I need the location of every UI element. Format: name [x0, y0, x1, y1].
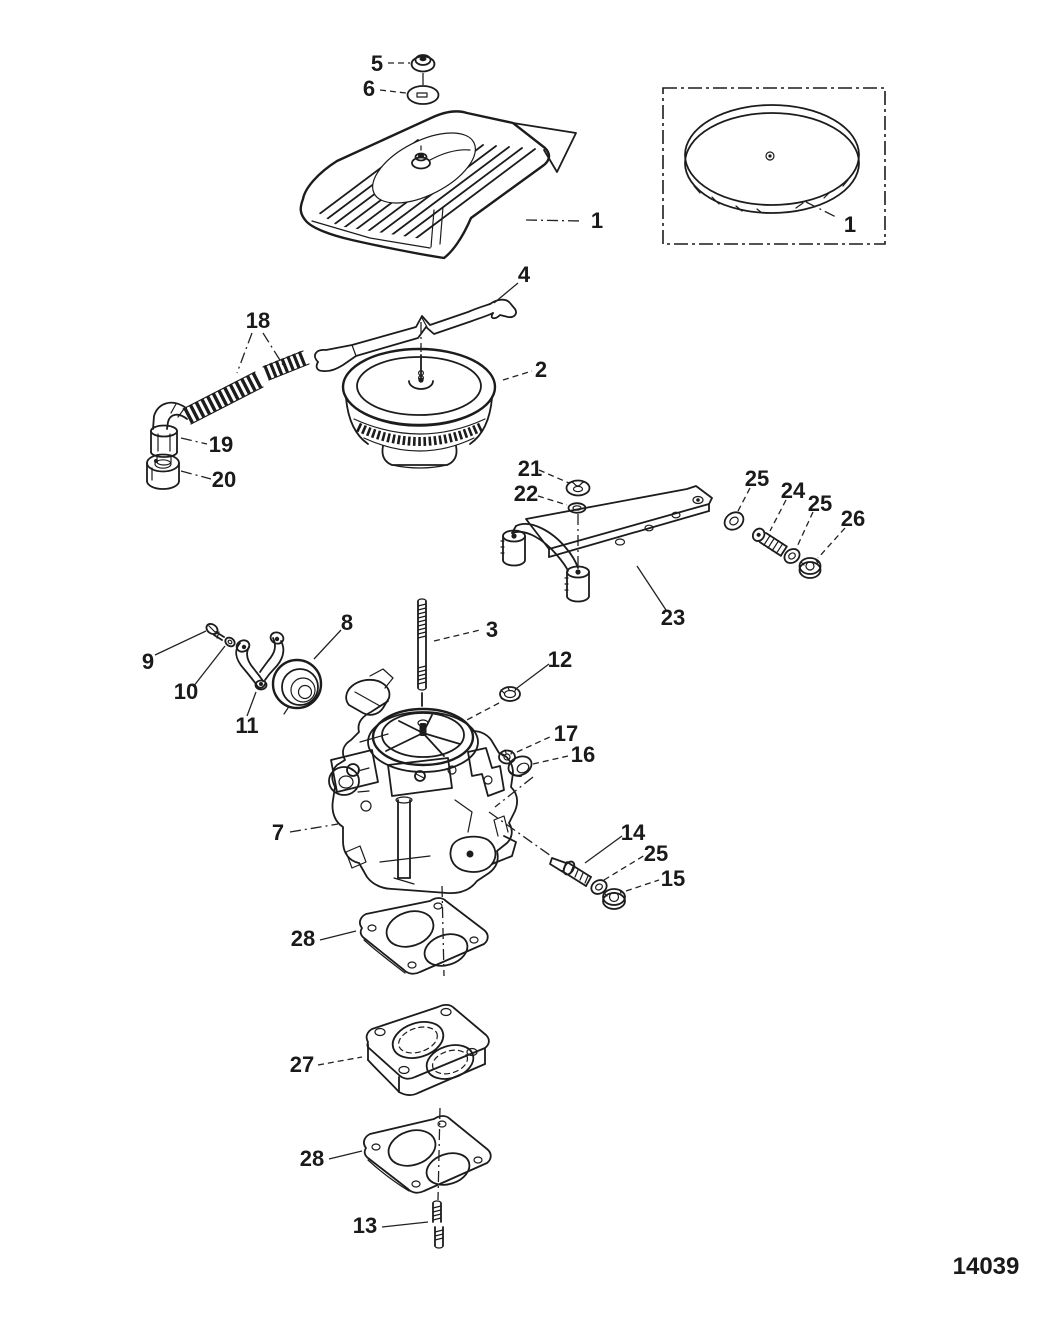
callout-28-top: 28: [290, 926, 316, 951]
callout-24: 24: [780, 478, 806, 503]
callout-25b: 25: [807, 491, 833, 516]
callout-20: 20: [211, 467, 237, 492]
part-27-spacer-plate: [367, 1005, 489, 1095]
callout-23: 23: [660, 605, 686, 630]
callout-17: 17: [553, 721, 579, 746]
callout-19: 19: [208, 432, 234, 457]
callout-15: 15: [660, 866, 686, 891]
callout-14: 14: [620, 820, 646, 845]
callout-4: 4: [517, 262, 531, 287]
part-15-nut: [603, 889, 625, 909]
callout-18: 18: [245, 308, 271, 333]
part-1-air-cleaner-cover: [298, 111, 576, 258]
callout-13: 13: [352, 1213, 378, 1238]
callout-10: 10: [173, 679, 199, 704]
callout-1: 1: [590, 208, 604, 233]
part-28-gasket-top: [360, 898, 488, 974]
part-2-air-cleaner-base: [343, 349, 495, 468]
part-25-washer-c: [589, 877, 609, 896]
part-10-washer: [224, 636, 237, 648]
part-25-washer-a: [721, 509, 747, 534]
callout-11: 11: [235, 713, 259, 738]
callout-5: 5: [370, 51, 384, 76]
callout-25c: 25: [643, 841, 669, 866]
callout-6: 6: [362, 76, 376, 101]
part-5-nut: [412, 55, 435, 72]
callout-27: 27: [289, 1052, 315, 1077]
callout-1-inset: 1: [843, 212, 857, 237]
callout-2: 2: [534, 357, 548, 382]
part-12-nut: [500, 687, 520, 701]
callout-7: 7: [271, 820, 285, 845]
part-24-screw: [750, 526, 787, 556]
callout-22: 22: [513, 481, 539, 506]
part-13-stud: [433, 1201, 443, 1248]
callout-16: 16: [570, 742, 596, 767]
callout-labels: [142, 51, 865, 1238]
part-1-round-cover: [685, 105, 859, 213]
leader-lines: [155, 63, 845, 1227]
drawing-number: 14039: [952, 1253, 1020, 1280]
part-21-nut: [567, 481, 590, 496]
callout-8: 8: [340, 610, 354, 635]
part-18-hose: [183, 351, 309, 424]
part-6-washer: [408, 73, 439, 104]
callout-28-bottom: 28: [299, 1146, 325, 1171]
part-20-grommet: [147, 455, 179, 490]
part-14-needle-valve: [550, 858, 591, 886]
part-28-gasket-bottom: [364, 1116, 491, 1193]
callout-26: 26: [840, 506, 866, 531]
callout-9: 9: [141, 649, 155, 674]
part-26-nut: [800, 558, 821, 578]
part-3-stud: [418, 599, 426, 706]
callout-21: 21: [517, 456, 543, 481]
callout-3: 3: [485, 617, 499, 642]
part-8-round-cover: [273, 660, 321, 714]
part-11-clamp: [235, 631, 285, 690]
callout-12: 12: [547, 647, 573, 672]
callout-25a: 25: [744, 466, 770, 491]
part-9-screw: [205, 622, 224, 640]
part-7-carburetor: [329, 669, 517, 893]
part-4-bracket-strap: [315, 300, 516, 371]
